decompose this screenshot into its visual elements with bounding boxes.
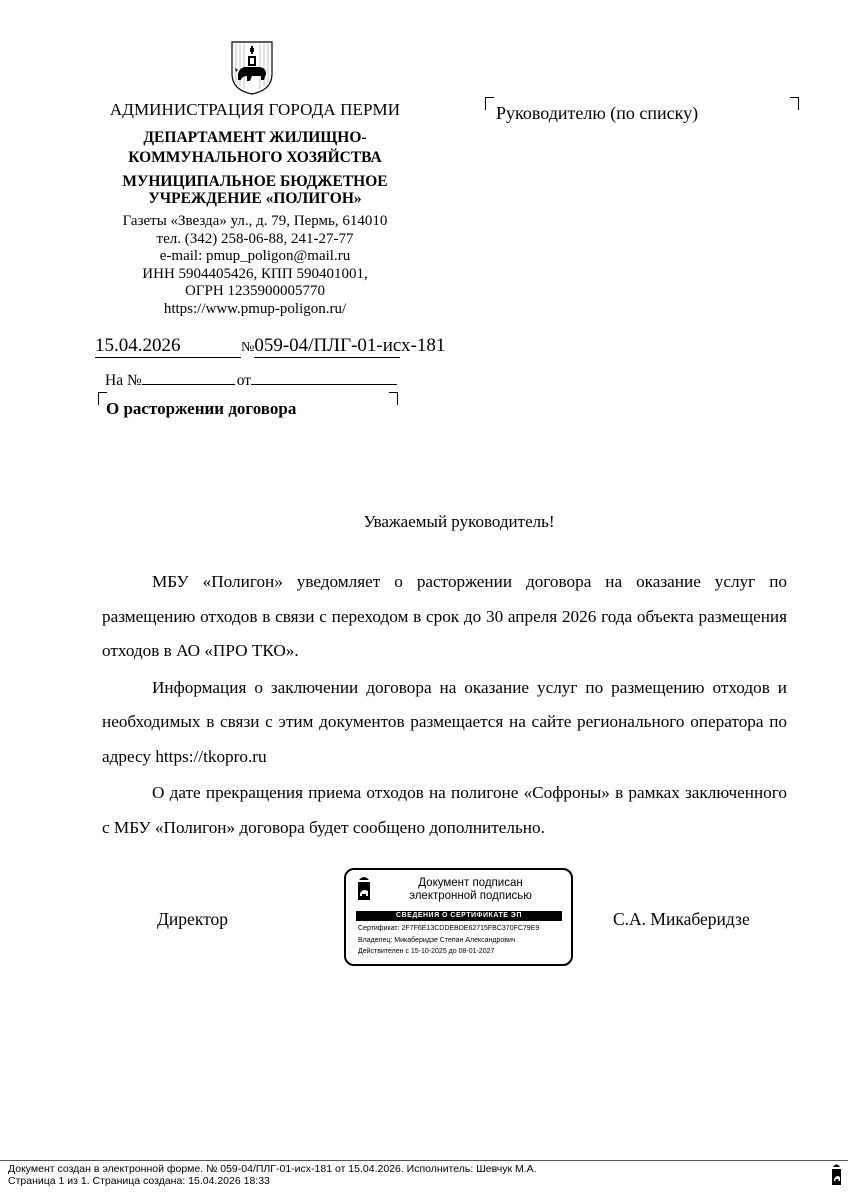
recipient-corner-right [790,97,799,110]
footer-document-info: Документ создан в электронной форме. № 059-04/ПЛГ-01-исх-181 от 15.04.2026. Исполнитель: Шевчук М.А. [8,1163,537,1175]
registration-number-underline [254,335,446,358]
inn-line: ИНН 5904405426, КПП 590401001, [142,265,368,282]
perm-coat-of-arms-icon [356,874,372,902]
subject-corner-right [389,392,398,405]
reference-line [105,370,397,390]
stamp-title-line: электронной подписью [409,890,532,902]
registration-date: 15.04.2026 [95,335,241,358]
recipient-corner-left [485,97,494,110]
recipient: Руководителю (по списку) [496,103,699,123]
ref-number-label: На № [105,372,142,389]
certificate-validity: Действителен с 15-10-2025 до 08-01-2027 [358,948,495,955]
greeting: Уважаемый руководитель! [363,512,555,531]
website-line: https://www.pmup-poligon.ru/ [163,300,347,317]
ref-date-field [251,370,397,385]
signer-title: Директор [157,909,229,929]
certificate-serial: Сертификат: 2F7F6E13CDDEBDE62715FBC370FC79E9 [358,925,540,932]
subject: О расторжении договора [106,399,297,418]
administration-name: АДМИНИСТРАЦИЯ ГОРОДА ПЕРМИ [109,100,401,119]
department-name [95,128,415,168]
footer [8,1163,537,1187]
stamp-title [378,877,563,903]
contact-block [95,213,415,318]
ogrn-line: ОГРН 1235900005770 [185,283,325,299]
electronic-signature-stamp [344,868,573,966]
ref-date-label: от [236,372,252,389]
paragraph: МБУ «Полигон» уведомляет о расторжении договора на оказание услуг по размещению отходов в связи с переходом в срок до 30 апреля 2026 года объекта размещения отходов в АО «ПРО ТКО». [102,572,787,660]
perm-coat-of-arms-icon [230,40,274,95]
department-line: КОММУНАЛЬНОГО ХОЗЯЙСТВА [128,149,382,166]
paragraph: О дате прекращения приема отходов на полигоне «Софроны» в рамках заключенного с МБУ «Полигон» договора будет сообщено дополнительно. [102,783,787,837]
phone-line: тел. (342) 258-06-88, 241-27-77 [156,230,354,247]
footer-divider [0,1160,848,1161]
perm-coat-of-arms-icon [831,1162,842,1186]
department-line: ДЕПАРТАМЕНТ ЖИЛИЩНО- [143,129,367,146]
ref-number-field [142,370,235,385]
institution-name [95,173,415,207]
footer-page-info: Страница 1 из 1. Страница создана: 15.04.2026 18:33 [8,1175,270,1187]
registration-number: 059-04/ПЛГ-01-исх-181 [254,335,446,356]
signer-name: С.А. Микаберидзе [613,909,750,929]
address-line: Газеты «Звезда» ул., д. 79, Пермь, 614010 [122,213,388,229]
institution-line: МУНИЦИПАЛЬНОЕ БЮДЖЕТНОЕ [122,173,388,190]
number-label: № [241,340,255,355]
paragraph: Информация о заключении договора на оказание услуг по размещению отходов и необходимых в связи с этим документов размещается на сайте регионального оператора по адресу https://tkopro.ru [102,677,787,766]
institution-line: УЧРЕЖДЕНИЕ «ПОЛИГОН» [148,190,362,207]
stamp-title-line: Документ подписан [418,877,523,889]
certificate-info-bar: СВЕДЕНИЯ О СЕРТИФИКАТЕ ЭП [356,911,562,921]
certificate-owner: Владелец: Микаберидзе Степан Александрович [358,937,516,944]
registration-line [95,335,446,358]
letter-body [102,565,787,845]
email-line: e-mail: pmup_poligon@mail.ru [159,248,351,264]
